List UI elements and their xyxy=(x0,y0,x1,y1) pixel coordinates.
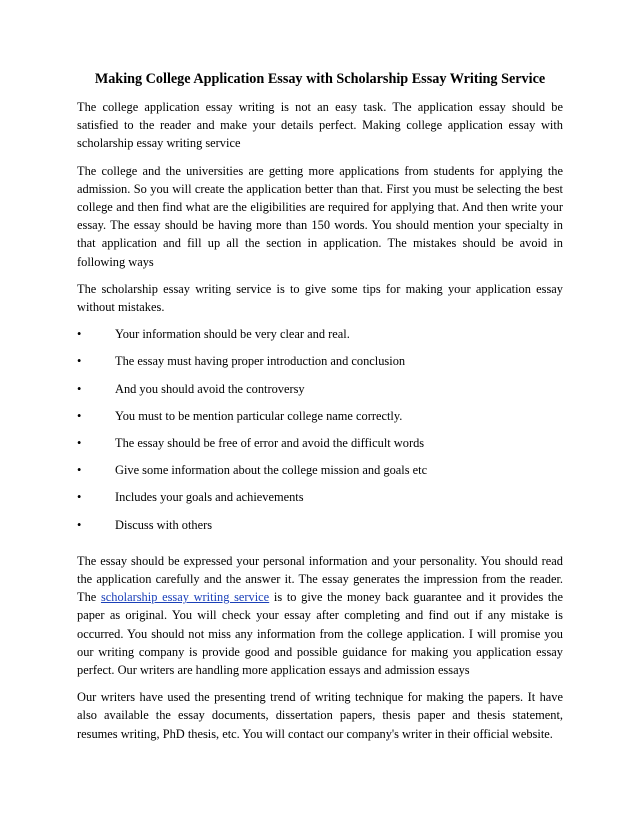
list-item-text: Includes your goals and achievements xyxy=(115,490,304,505)
scholarship-service-link[interactable]: scholarship essay writing service xyxy=(100,590,270,605)
bullet-icon: • xyxy=(77,381,82,396)
list-item xyxy=(77,434,563,461)
bullet-icon: • xyxy=(77,435,82,450)
list-item-text: Discuss with others xyxy=(115,517,213,532)
document-page xyxy=(77,70,563,752)
list-item xyxy=(77,352,563,379)
list-item-text: The essay must having proper introduction and conclusion xyxy=(115,354,406,369)
document-title: Making College Application Essay with Scholarship Essay Writing Service xyxy=(94,71,546,87)
paragraph-writers: Our writers have used the presenting trend of writing technique for making the papers. It have also available the essay documents, dissertation papers, thesis paper and thesis statement, resumes writing, PhD thesis, etc. You will contact our company's writer in their official website. xyxy=(77,690,563,741)
paragraph-expression-start: The essay should be expressed your personal information and your personality. You should read the application carefully and the answer it. The essay generates the impression from the reader. The xyxy=(77,553,563,605)
paragraph-expression xyxy=(77,552,563,679)
tips-list xyxy=(77,325,563,543)
list-item-text: And you should avoid the controversy xyxy=(115,381,305,396)
bullet-icon: • xyxy=(77,408,82,423)
list-item-text: Your information should be very clear and real. xyxy=(115,327,350,342)
list-item-text: The essay should be free of error and avoid the difficult words xyxy=(115,435,425,450)
bullet-icon: • xyxy=(77,490,82,505)
bullet-icon: • xyxy=(77,517,82,532)
paragraph-tips: The scholarship essay writing service is to give some tips for making your application essay without mistakes. xyxy=(77,281,563,315)
list-item xyxy=(77,407,563,434)
paragraph-expression-end: is to give the money back guarantee and it provides the paper as original. You will check your essay after completing and find out if any mistake is occurred. You should not miss any information from the college application. I will promise you our writing company is provide good and possible guidance for making you application essay perfect. Our writers are handling more application essays and admission essays xyxy=(77,590,563,677)
bullet-icon: • xyxy=(77,354,82,369)
list-item xyxy=(77,461,563,488)
list-item-text: You must to be mention particular college name correctly. xyxy=(115,408,403,423)
list-item xyxy=(77,488,563,515)
list-item xyxy=(77,380,563,407)
paragraph-admission: The college and the universities are getting more applications from students for applying the admission. So you will create the application better than that. First you must be selecting the best college and then find what are the eligibilities are required for applying that. And then write your essay. The essay should be having more than 150 words. You should mention your specialty in that application and fill up all the section in application. The mistakes should be avoid in following ways xyxy=(77,163,563,269)
paragraph-intro: The college application essay writing is not an easy task. The application essay should be satisfied to the reader and make your details perfect. Making college application essay with scholarship essay writing service xyxy=(77,100,563,151)
list-item xyxy=(77,516,563,543)
bullet-icon: • xyxy=(77,463,82,478)
list-item xyxy=(77,325,563,352)
list-item-text: Give some information about the college mission and goals etc xyxy=(115,463,428,478)
bullet-icon: • xyxy=(77,327,82,342)
